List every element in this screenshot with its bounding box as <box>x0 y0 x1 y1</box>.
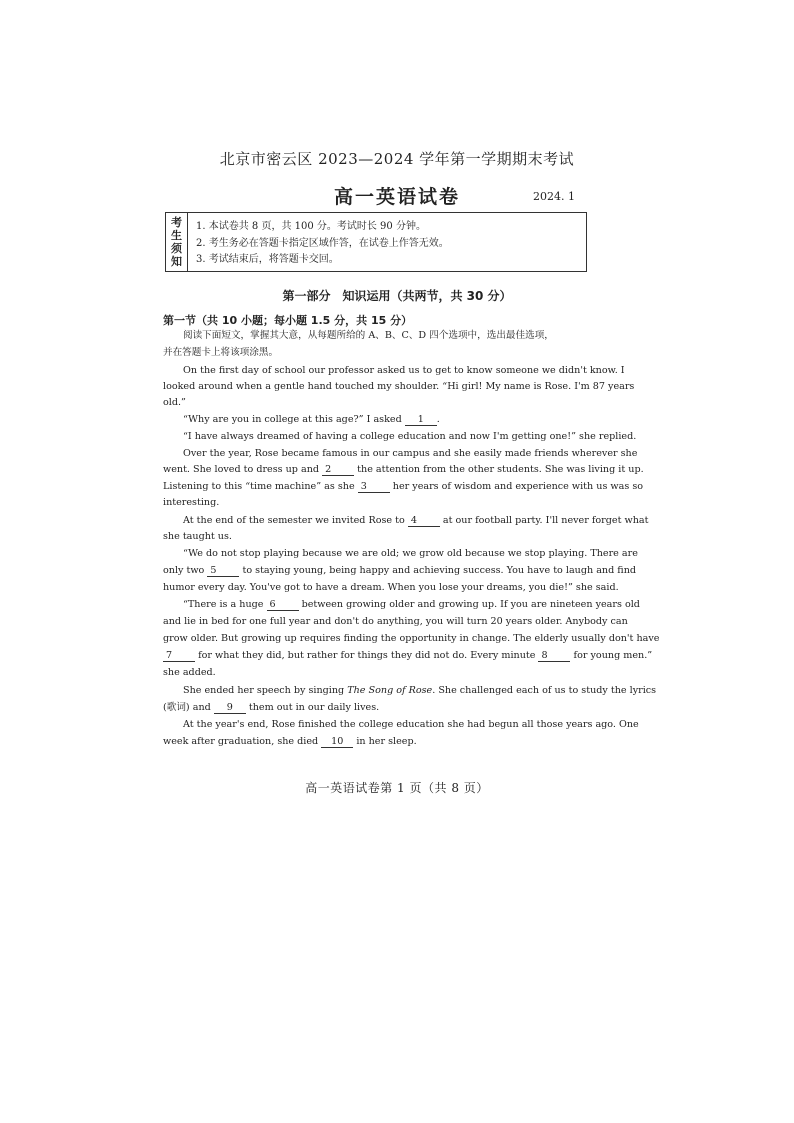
passage-line: she taught us. <box>163 531 232 542</box>
notice-label-char: 知 <box>171 255 182 268</box>
passage-line: “I have always dreamed of having a college education and now I'm getting one!” she replied. <box>183 431 637 442</box>
passage-text: them out in our daily lives. <box>248 702 380 713</box>
passage-text: the attention from the other students. She was living it up. <box>357 464 644 475</box>
blank-10: 10 <box>321 737 353 748</box>
blank-7: 7 <box>163 651 195 662</box>
instruction-line: 并在答题卡上将该项涂黑。 <box>163 347 279 358</box>
song-title: The Song of Rose <box>347 685 433 696</box>
notice-item: 3. 考试结束后，将答题卡交回。 <box>196 254 339 265</box>
instruction-line: 阅读下面短文，掌握其大意，从每题所给的 A、B、C、D 四个选项中，选出最佳选项， <box>183 330 554 341</box>
passage-text: She ended her speech by singing <box>183 685 345 696</box>
notice-label-char: 考 <box>171 216 182 229</box>
blank-1: 1 <box>405 415 437 426</box>
passage-line <box>163 702 589 714</box>
blank-6: 6 <box>267 600 299 611</box>
passage-text: to staying young, being happy and achieving success. You have to laugh and find <box>242 565 637 576</box>
part-heading: 第一部分 知识运用（共两节，共 30 分） <box>282 289 512 303</box>
passage-text: only two <box>163 565 205 576</box>
passage-text: for young men.” <box>573 650 653 661</box>
passage-text: went. She loved to dress up and <box>163 464 320 475</box>
exam-date: 2024. 1 <box>533 190 575 203</box>
passage-line: grow older. But growing up requires finding the opportunity in change. The elderly usually don't have <box>163 633 660 644</box>
blank-2: 2 <box>322 465 354 476</box>
passage-text: week after graduation, she died <box>163 736 319 747</box>
notice-items <box>196 219 449 269</box>
page-footer: 高一英语试卷第 1 页（共 8 页） <box>305 781 489 795</box>
passage-line <box>163 481 644 493</box>
passage-text: in her sleep. <box>356 736 417 747</box>
subject-title: 高一英语试卷 <box>333 186 460 208</box>
passage-line: Over the year, Rose became famous in our campus and she easily made friends wherever she <box>183 448 638 459</box>
passage-line: On the first day of school our professor asked us to get to know someone we didn't know. I <box>183 365 625 376</box>
passage-line: humor every day. You've got to have a dream. When you lose your dreams, you die!” she said. <box>163 582 619 593</box>
notice-item: 2. 考生务必在答题卡指定区域作答，在试卷上作答无效。 <box>196 237 449 249</box>
passage-line <box>183 414 609 426</box>
section-heading: 第一节（共 10 小题；每小题 1.5 分，共 15 分） <box>163 314 413 327</box>
passage-text: . She challenged each of us to study the lyrics <box>432 685 657 696</box>
passage-text: At the end of the semester we invited Rose to <box>183 515 405 526</box>
passage-text: “Why are you in college at this age?” I asked <box>183 414 402 425</box>
passage-line <box>163 464 644 476</box>
passage-text: at our football party. I'll never forget what <box>442 515 649 526</box>
passage-text: her years of wisdom and experience with us was so <box>392 481 644 492</box>
passage-line <box>183 515 649 527</box>
exam-title: 北京市密云区 2023—2024 学年第一学期期末考试 <box>219 150 575 168</box>
notice-label-char: 生 <box>171 229 182 242</box>
passage-line: she added. <box>163 667 216 678</box>
passage-text: between growing older and growing up. If you are nineteen years old <box>301 599 640 610</box>
blank-4: 4 <box>408 516 440 527</box>
passage-text: . <box>436 414 440 425</box>
blank-5: 5 <box>207 566 239 577</box>
notice-item: 1. 本试卷共 8 页，共 100 分。考试时长 90 分钟。 <box>196 221 426 232</box>
passage-line <box>163 650 653 662</box>
passage-text: (歌词) and <box>163 702 211 713</box>
passage-line <box>183 685 657 697</box>
passage-line: looked around when a gentle hand touched my shoulder. “Hi girl! My name is Rose. I'm 87 years <box>163 381 635 392</box>
blank-3: 3 <box>358 482 390 493</box>
passage-line <box>163 736 589 748</box>
passage-line: “We do not stop playing because we are old; we grow old because we stop playing. There are <box>183 548 638 559</box>
passage-line <box>183 599 640 611</box>
passage-line: and lie in bed for one full year and don't do anything, you will turn 20 years older. Anybody can <box>163 616 628 627</box>
notice-label-char: 须 <box>171 242 182 255</box>
notice-label <box>166 213 188 271</box>
notice-box <box>165 212 587 272</box>
passage-line: old.” <box>163 397 186 408</box>
blank-9: 9 <box>214 703 246 714</box>
passage-text: Listening to this “time machine” as she <box>163 481 355 492</box>
passage-line: At the year's end, Rose finished the college education she had begun all those years ago. One <box>183 719 639 730</box>
passage-text: “There is a huge <box>183 599 264 610</box>
passage-text: for what they did, but rather for things they did not do. Every minute <box>198 650 536 661</box>
blank-8: 8 <box>538 651 570 662</box>
passage-line: interesting. <box>163 497 220 508</box>
passage-line <box>163 565 637 577</box>
